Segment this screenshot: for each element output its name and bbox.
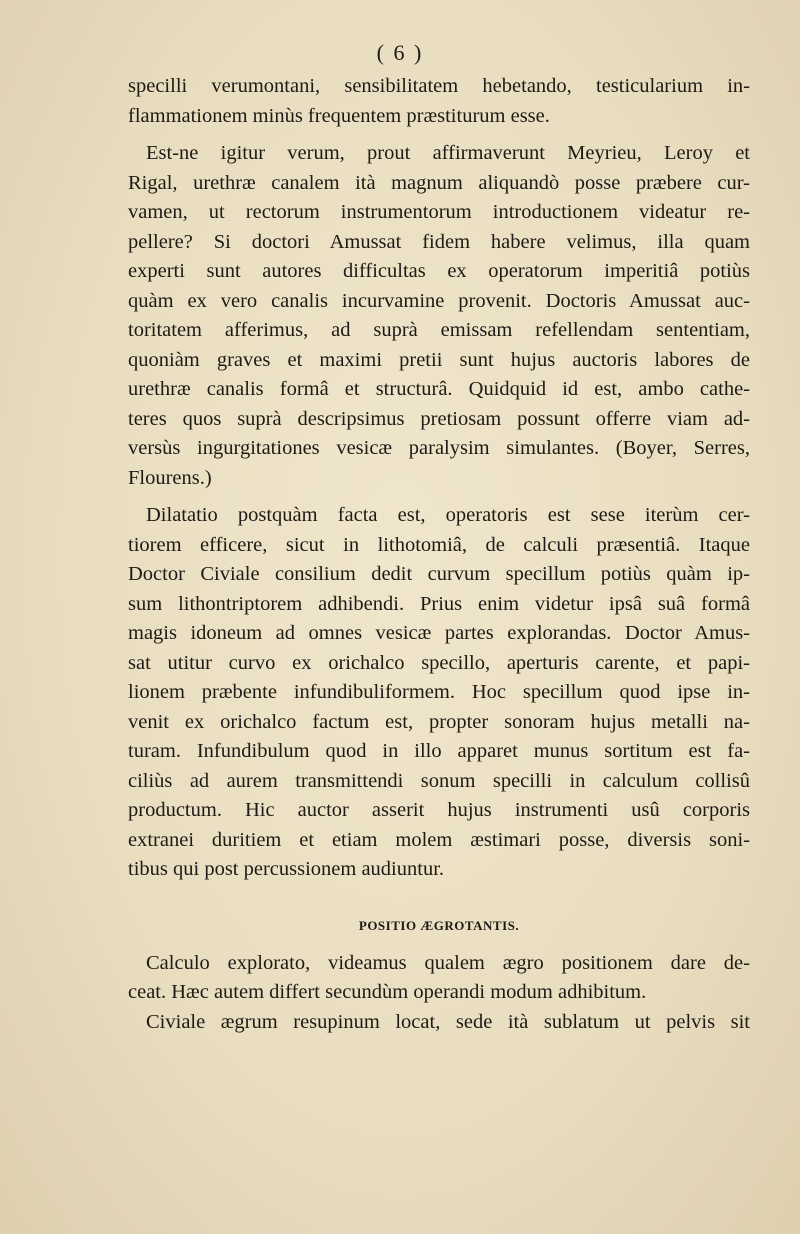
text-line: experti sunt autores difficultas ex operatorum imperitiâ potiùs [128, 260, 750, 282]
section-heading: POSITIO ÆGROTANTIS. [358, 917, 520, 933]
text-line: Doctor Civiale consilium dedit curvum specillum potiùs quàm ip- [128, 563, 750, 585]
text-line: tibus qui post percussionem audiuntur. [128, 858, 445, 880]
text-line: quàm ex vero canalis incurvamine provenit. Doctoris Amussat auc- [128, 289, 750, 312]
text-line: teres quos suprà descripsimus pretiosam possunt offerre viam ad- [128, 407, 750, 430]
text-line: lionem præbente infundibuliformem. Hoc specillum quod ipse in- [128, 681, 750, 703]
text-line: venit ex orichalco factum est, propter sonoram hujus metalli na- [128, 710, 750, 733]
text-line: quoniàm graves et maximi pretii sunt hujus auctoris labores de [128, 348, 750, 371]
text-line: tiorem efficere, sicut in lithotomiâ, de calculi præsentiâ. Itaque [128, 533, 750, 556]
text-line: magis idoneum ad omnes vesicæ partes explorandas. Doctor Amus- [128, 622, 750, 644]
text-line: specilli verumontani, sensibilitatem hebetando, testicularium in- [128, 75, 750, 97]
text-line: Dilatatio postquàm facta est, operatoris est sese iterùm cer- [146, 504, 750, 526]
text-line: sat utitur curvo ex orichalco specillo, aperturis carente, et papi- [128, 651, 750, 674]
text-line: Rigal, urethræ canalem ità magnum aliquandò posse præbere cur- [128, 171, 750, 194]
text-line: Est-ne igitur verum, prout affirmaverunt Meyrieu, Leroy et [146, 142, 750, 164]
text-line: flammationem minùs frequentem præstiturum esse. [128, 104, 550, 127]
text-line: Civiale ægrum resupinum locat, sede ità sublatum ut pelvis sit [146, 1010, 750, 1033]
text-line: ceat. Hæc autem differt secundùm operandi modum adhibitum. [128, 981, 647, 1003]
text-line: vamen, ut rectorum instrumentorum introductionem videatur re- [128, 201, 750, 223]
text-line: Calculo explorato, videamus qualem ægro positionem dare de- [146, 951, 750, 974]
text-line: urethræ canalis formâ et structurâ. Quidquid id est, ambo cathe- [128, 378, 750, 400]
text-line: sum lithontriptorem adhibendi. Prius enim videtur ipsâ suâ formâ [128, 592, 750, 615]
text-line: productum. Hic auctor asserit hujus instrumenti usû corporis [128, 799, 750, 821]
page-number: ( 6 ) [376, 40, 424, 65]
text-line: ciliùs ad aurem transmittendi sonum specilli in calculum collisû [128, 769, 750, 792]
text-line: extranei duritiem et etiam molem æstimari posse, diversis soni- [128, 828, 750, 851]
text-line: turam. Infundibulum quod in illo apparet munus sortitum est fa- [128, 740, 750, 762]
text-line: Flourens.) [128, 466, 212, 489]
text-line: versùs ingurgitationes vesicæ paralysim simulantes. (Boyer, Serres, [128, 437, 750, 459]
text-line: pellere? Si doctori Amussat fidem habere velimus, illa quam [128, 230, 750, 253]
body-text [128, 72, 750, 1037]
text-line: toritatem afferimus, ad suprà emissam refellendam sententiam, [128, 319, 750, 341]
